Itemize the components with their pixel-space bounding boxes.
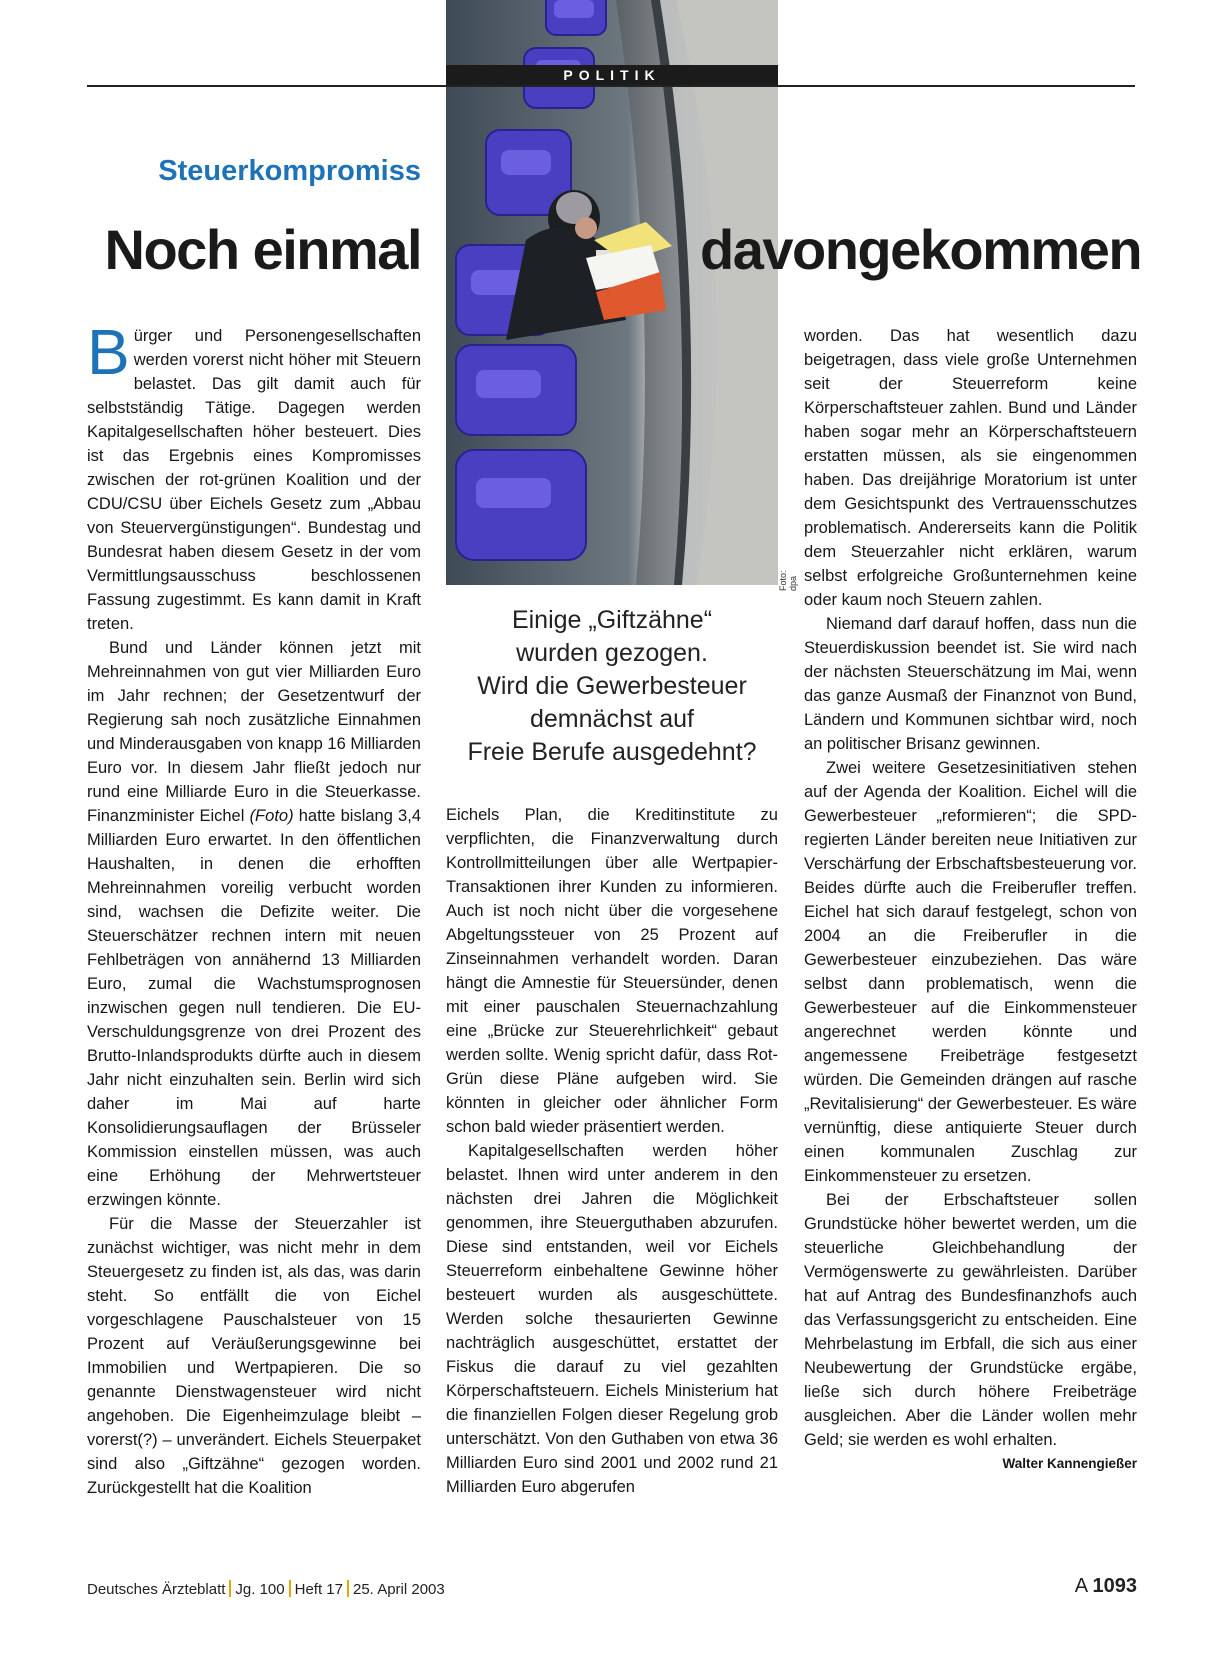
paragraph: Niemand darf darauf hoffen, dass nun die Steuerdiskussion beendet ist. Sie wird nach der nächsten Steuerschätzung im Mai, wenn das ganze Ausmaß der Finanznot von Bund, Ländern und Kommunen sichtbar wird, noch an politischer Brisanz gewinnen.	[804, 615, 1137, 753]
separator	[229, 1580, 231, 1597]
paragraph: worden. Das hat wesentlich dazu beigetragen, dass viele große Unternehmen seit der Steuerreform keine Körperschaftsteuer zahlen. Bund und Länder haben sogar mehr an Körperschaftsteuern erstatten müssen, als sie eingenommen haben. Das dreijährige Moratorium ist unter dem Gesichtspunkt des Vertrauensschutzes problematisch. Andererseits kann die Politik dem Steuerzahler nicht erklären, warum selbst erfolgreiche Großunternehmen keine oder kaum noch Steuern zahlen.	[804, 327, 1137, 609]
article-photo	[446, 0, 778, 585]
article-column-2	[446, 803, 778, 1499]
paragraph: Kapitalgesellschaften werden höher belastet. Ihnen wird unter anderem in den nächsten drei Jahren die Möglichkeit genommen, ihre Steuerguthaben abzurufen. Diese sind entstanden, weil vor Eichels Steuerreform einbehaltene Gewinne höher besteuert wurden als ausgeschüttete. Werden solche thesaurierten Gewinne nachträglich ausgeschüttet, erstattet der Fiskus die darauf zu viel gezahlten Körperschaftsteuern. Eichels Ministerium hat die finanziellen Folgen dieser Regelung grob unterschätzt. Von den Guthaben von etwa 36 Milliarden Euro sind 2001 und 2002 rund 21 Milliarden Euro abgerufen	[446, 1142, 778, 1496]
article-column-3	[804, 324, 1137, 1476]
paragraph: Für die Masse der Steuerzahler ist zunächst wichtiger, was nicht mehr in dem Steuergesetz zu finden ist, als das, was darin steht. So entfällt die von Eichel vorgeschlagene Pauschalsteuer von 15 Prozent auf Veräußerungsgewinne bei Immobilien und Wertpapieren. Die so genannte Dienstwagensteuer wird nicht angehoben. Die Eigenheimzulage bleibt – vorerst(?) – unverändert. Eichels Steuerpaket sind also „Giftzähne“ gezogen worden. Zurückgestellt hat die Koalition	[87, 1215, 421, 1497]
journal-name: Deutsches Ärzteblatt	[87, 1581, 226, 1598]
foto-reference: (Foto)	[249, 807, 294, 825]
pull-quote-line: demnächst auf	[530, 705, 694, 733]
page-number	[1075, 1575, 1137, 1598]
kicker: Steuerkompromiss	[158, 155, 421, 187]
headline-part-1: Noch einmal	[104, 218, 421, 281]
paragraph-text: hatte bislang 3,4 Milliarden Euro erwartet. In den öffentlichen Haushalten, in denen die erhofften Mehreinnahmen voreilig verbucht worden sind, wachsen die Defizite weiter. Die Steuerschätzer rechnen intern mit neuen Fehlbeträgen von annähernd 13 Milliarden Euro, zumal die Wachstumsprognosen inzwischen gegen null tendieren. Die EU-Verschuldungsgrenze von drei Prozent des Brutto-Inlandsprodukts dürfte auch in diesem Jahr nicht einzuhalten sein. Berlin wird sich daher im Mai auf harte Konsolidierungsauflagen der Brüsseler Kommission einstellen müssen, was auch eine Erhöhung der Mehrwertsteuer erzwingen könnte.	[87, 807, 421, 1209]
pull-quote-line: Wird die Gewerbesteuer	[477, 672, 747, 700]
pull-quote-line: Freie Berufe ausgedehnt?	[467, 738, 757, 766]
paragraph	[87, 316, 421, 636]
headline-part-2: davongekommen	[700, 218, 1142, 281]
paragraph-text: ürger und Personengesellschaften werden vorerst nicht höher mit Steuern belastet. Das gilt damit auch für selbstständig Tätige. Dagegen werden Kapitalgesellschaften höher besteuert. Dies ist das Ergebnis eines Kompromisses zwischen der rot-grünen Koalition und der CDU/CSU über Eichels Gesetz zum „Abbau von Steuervergünstigungen“. Bundestag und Bundesrat haben diesem Gesetz in der vom Vermittlungsausschuss beschlossenen Fassung zugestimmt. Es kann damit in Kraft treten.	[87, 327, 421, 633]
separator	[289, 1580, 291, 1597]
paragraph-text: Bei der Erbschaftsteuer sollen Grundstücke höher bewertet werden, um die steuerliche Gleichbehandlung der Vermögenswerte zu gewährleisten. Darüber hat auf Antrag des Bundesfinanzhofs auch das Verfassungsgericht zu entscheiden. Eine Mehrbelastung im Erbfall, die sich aus einer Neubewertung der Grundstücke ergäbe, ließe sich durch höhere Freibeträge ausgleichen. Aber die Länder wollen mehr Geld; sie werden es wohl erhalten.	[804, 1191, 1137, 1449]
pull-quote-line: wurden gezogen.	[516, 639, 708, 667]
paragraph: Eichels Plan, die Kreditinstitute zu verpflichten, die Finanzverwaltung durch Kontrollmitteilungen über alle Wertpapier-Transaktionen ihrer Kunden zu informieren. Auch ist noch nicht über die vorgesehene Abgeltungssteuer von 25 Prozent auf Zinseinnahmen verhandelt worden. Daran hängt die Amnestie für Steuersünder, denen mit einer pauschalen Steuernachzahlung eine „Brücke zur Steuerehrlichkeit“ gebaut werden sollte. Wenig spricht dafür, dass Rot-Grün diese Pläne aufgeben wird. Sie könnten in gleicher oder ähnlicher Form schon bald wieder präsentiert werden.	[446, 806, 778, 1136]
author-byline: Walter Kannengießer	[1002, 1456, 1137, 1471]
photo-credit: Foto: dpa	[778, 570, 798, 591]
article-column-1	[87, 316, 421, 1500]
issue: Heft 17	[294, 1581, 343, 1598]
paragraph-text: Bund und Länder können jetzt mit Mehreinnahmen von gut vier Milliarden Euro im Jahr rechnen; der Gesetzentwurf der Regierung sah noch zusätzliche Einnahmen und Minderausgaben von knapp 16 Milliarden Euro vor. In diesem Jahr fließt jedoch nur rund eine Milliarde Euro in die Steuerkasse. Finanzminister Eichel	[87, 639, 421, 825]
page-prefix: A	[1074, 1575, 1087, 1597]
paragraph: Zwei weitere Gesetzesinitiativen stehen auf der Agenda der Koalition. Eichel will die Gewerbesteuer „reformieren“; die SPD-regierten Länder bereiten neue Initiativen zur Verschärfung der Erbschaftsbesteuerung vor. Beides dürfte auch die Freiberufler treffen. Eichel hat sich darauf festgelegt, schon von 2004 an die Freiberufler in die Gewerbesteuer einzubeziehen. Das wäre selbst dann problematisch, wenn die Gewerbesteuer auf die Einkommensteuer angerechnet werden könnte und angemessene Freibeträge festgesetzt würden. Die Gemeinden drängen auf rasche „Revitalisierung“ der Gewerbesteuer. Es wäre vernünftig, diese antiquierte Steuer durch einen kommunalen Zuschlag zur Einkommensteuer zu ersetzen.	[804, 759, 1137, 1185]
volume: Jg. 100	[235, 1581, 285, 1598]
pull-quote	[446, 604, 778, 769]
header-rule	[87, 85, 1135, 87]
issue-date: 25. April 2003	[353, 1581, 445, 1598]
paragraph	[804, 1188, 1137, 1471]
page-number-value: 1093	[1092, 1575, 1137, 1597]
footer-citation	[87, 1580, 445, 1598]
pull-quote-line: Einige „Giftzähne“	[511, 606, 713, 634]
section-label: POLITIK	[446, 65, 778, 86]
paragraph	[87, 636, 421, 1212]
separator	[347, 1580, 349, 1597]
drop-cap: B	[87, 316, 130, 388]
